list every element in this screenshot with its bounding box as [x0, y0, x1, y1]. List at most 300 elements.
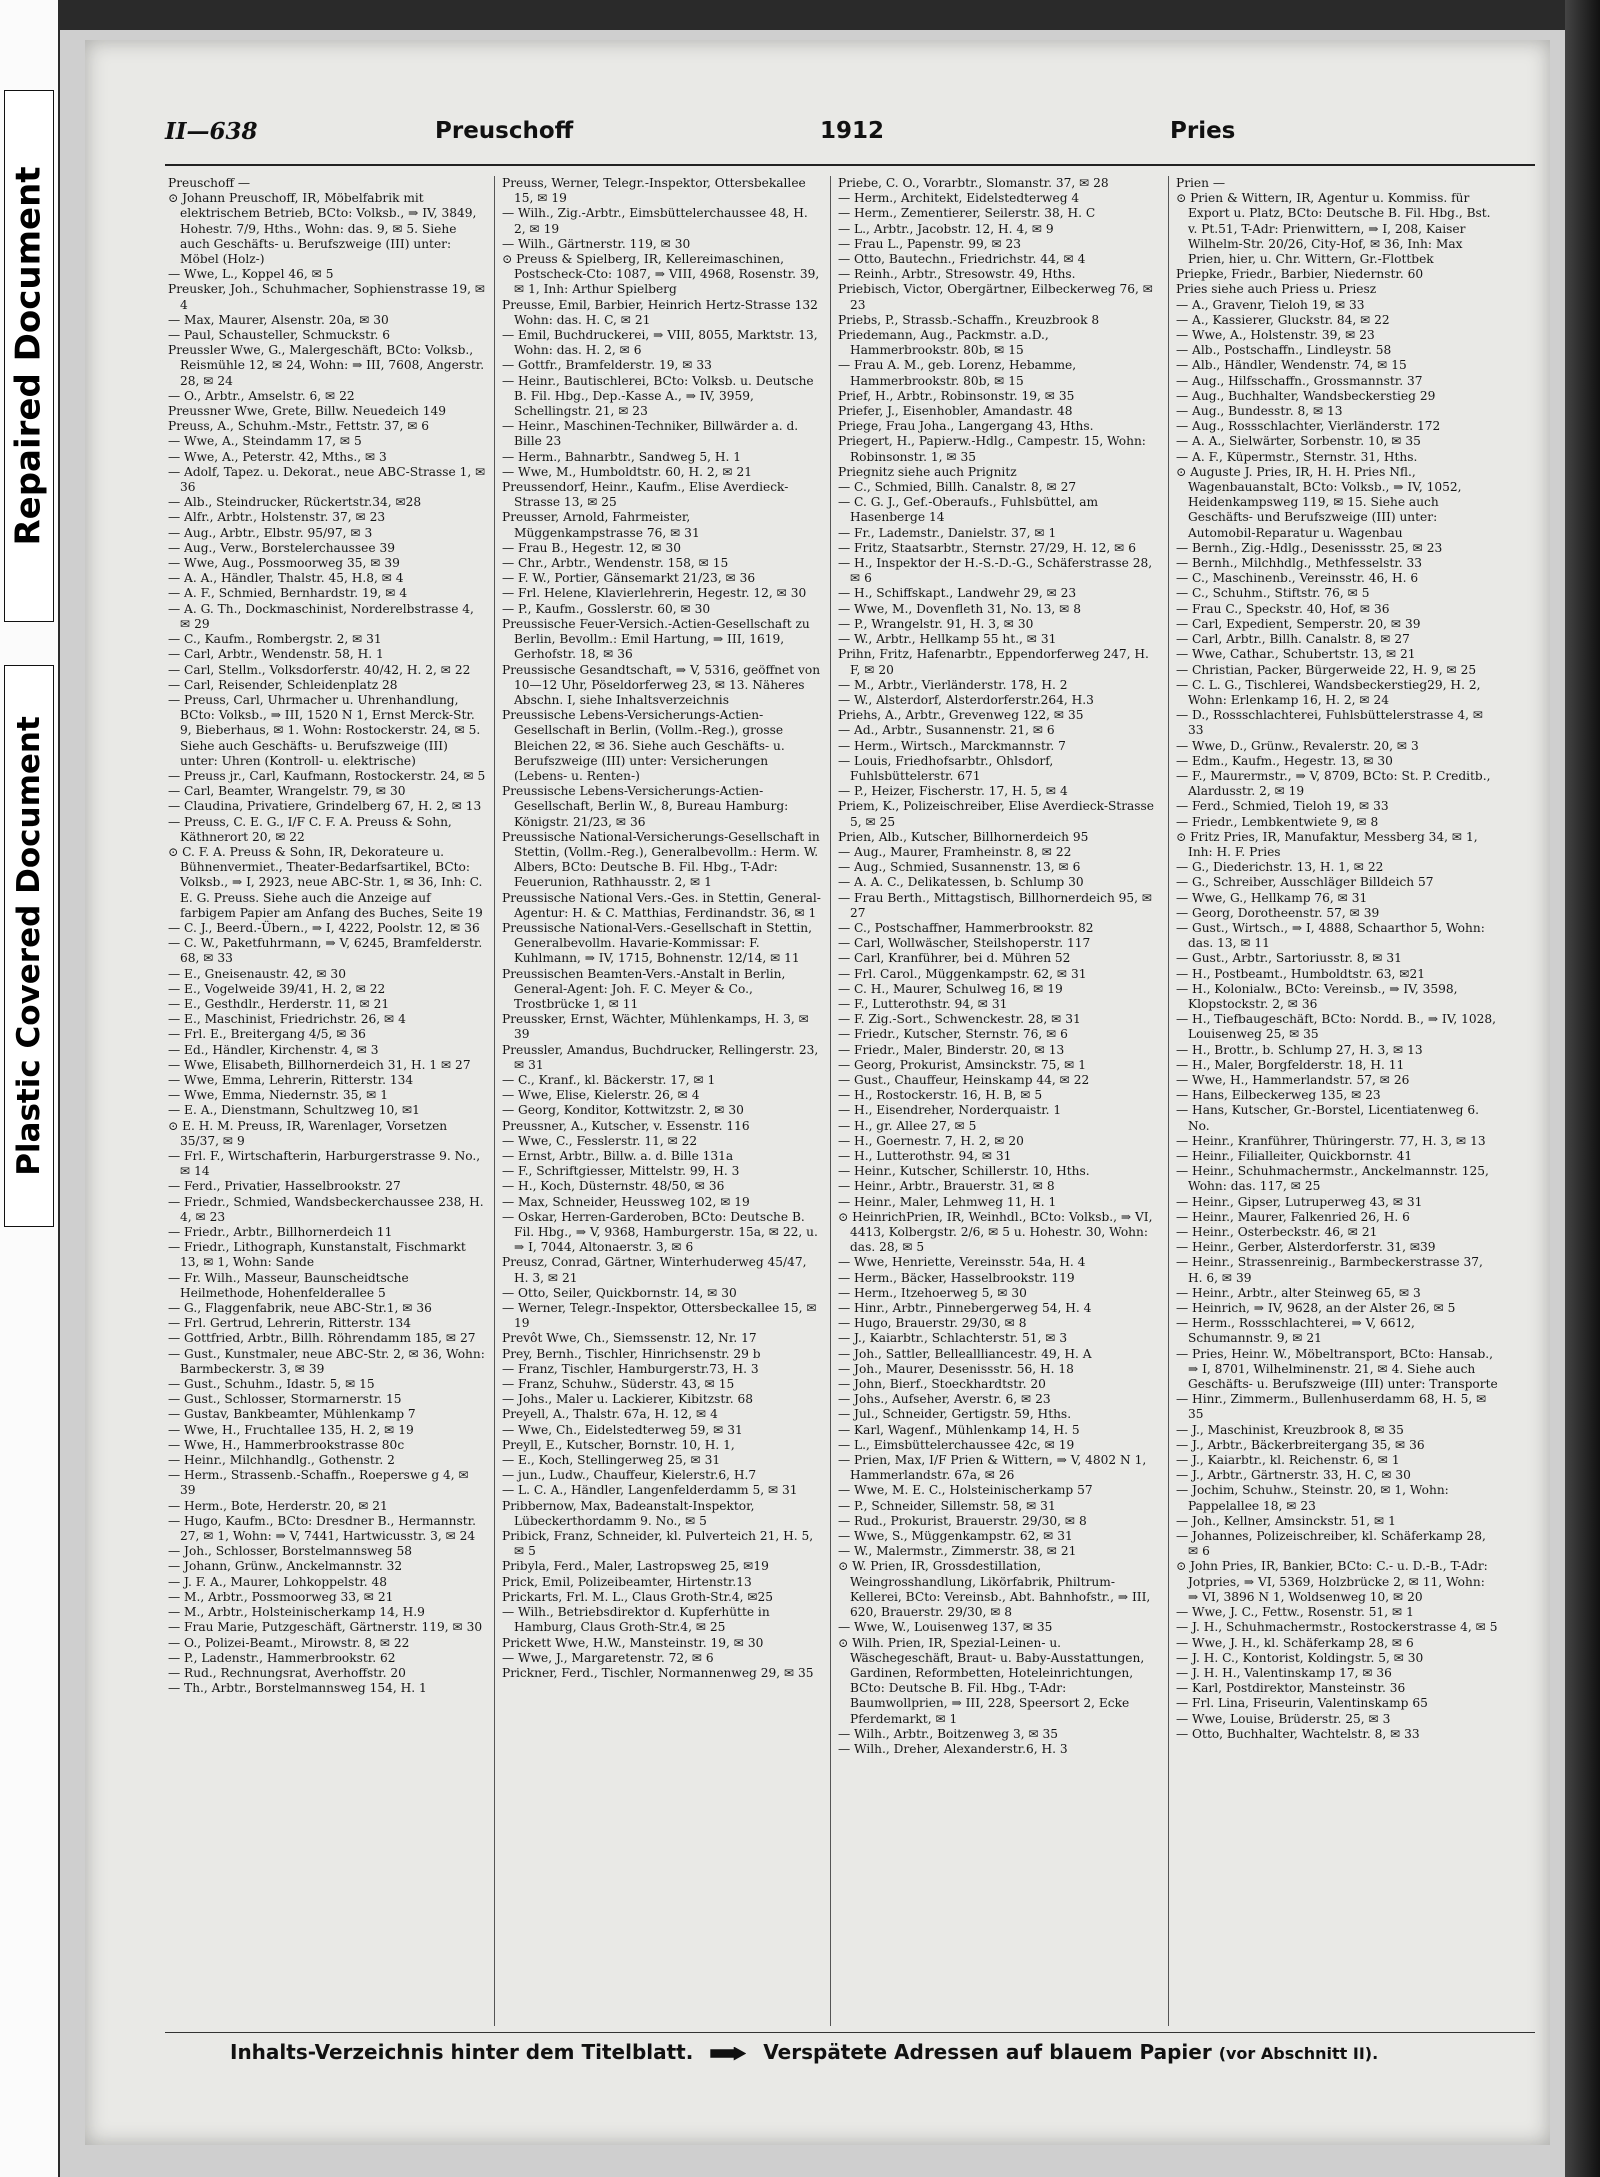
- directory-entry: — Ernst, Arbtr., Billw. a. d. Bille 131a: [502, 1149, 734, 1163]
- directory-entry: — Hugo, Brauerstr. 29/30, ✉ 8: [838, 1316, 1027, 1331]
- directory-entry: — W., Alsterdorf, Alsterdorferstr.264, H.3: [838, 692, 1094, 707]
- directory-entry: — Heinrich, ⇒ IV, 9628, an der Alster 26, ✉ 5: [1176, 1301, 1456, 1316]
- repaired-document-label: Repaired Document: [4, 90, 54, 622]
- directory-entry: — Wwe, H., Hammerbrookstrasse 80c: [168, 1437, 405, 1452]
- directory-entry: — C. G. J., Gef.-Oberaufs., Fuhlsbüttel, am Hasenberge 14: [838, 495, 1099, 525]
- directory-entry: — H., Maler, Borgfelderstr. 18, H. 11: [1176, 1057, 1405, 1072]
- directory-entry: — Jochim, Schuhw., Steinstr. 20, ✉ 1, Wohn: Pappelallee 18, ✉ 23: [1176, 1483, 1449, 1513]
- directory-entry: — L. C. A., Händler, Langenfelderdamm 5, ✉ 31: [502, 1483, 798, 1498]
- directory-entry: — C., Kranf., kl. Bäckerstr. 17, ✉ 1: [502, 1072, 716, 1087]
- directory-entry: — Carl, Wollwäscher, Steilshoperstr. 117: [838, 936, 1091, 951]
- directory-entry: — Ed., Händler, Kirchenstr. 4, ✉ 3: [168, 1042, 379, 1057]
- directory-entry: — Wwe, A., Holstenstr. 39, ✉ 23: [1176, 328, 1375, 343]
- directory-entry: — Aug., Verw., Borstelerchaussee 39: [168, 540, 395, 555]
- directory-entry: — J., Maschinist, Kreuzbrook 8, ✉ 35: [1176, 1422, 1404, 1437]
- directory-entry: — Heinr., Bautischlerei, BCto: Volksb. u. Deutsche B. Fil. Hbg., Dep.-Kasse A., ⇒ IV, 3959, Schellingstr. 21, ✉ 23: [502, 373, 814, 419]
- directory-entry: Prevôt Wwe, Ch., Siemssenstr. 12, Nr. 17: [502, 1331, 757, 1346]
- directory-entry: — L., Eimsbüttelerchaussee 42c, ✉ 19: [838, 1437, 1075, 1452]
- directory-entry: Preussendorf, Heinr., Kaufm., Elise Averdieck-Strasse 13, ✉ 25: [502, 480, 789, 510]
- directory-entry: Preussische National-Vers.-Gesellschaft in Stettin, Generalbevollm. Havarie-Kommissar: F. Kuhlmann, ⇒ IV, 1715, Bohnenstr. 12/14, ✉ 11: [502, 920, 812, 966]
- directory-entry: Priebisch, Victor, Obergärtner, Eilbeckerweg 76, ✉ 23: [838, 282, 1153, 312]
- directory-entry: — F., Lutterothstr. 94, ✉ 31: [838, 996, 1008, 1011]
- directory-entry: ⊙ Fritz Pries, IR, Manufaktur, Messberg 34, ✉ 1, Inh: H. F. Pries: [1176, 829, 1478, 859]
- directory-entry: — Hinr., Zimmerm., Bullenhuserdamm 68, H. 5, ✉ 35: [1176, 1392, 1487, 1422]
- directory-entry: — Gottfried, Arbtr., Billh. Röhrendamm 185, ✉ 27: [168, 1331, 476, 1346]
- directory-entry: — Alb., Händler, Wendenstr. 74, ✉ 15: [1176, 358, 1407, 373]
- directory-entry: — Christian, Packer, Bürgerweide 22, H. 9, ✉ 25: [1176, 662, 1477, 677]
- directory-entry: — M., Arbtr., Vierländerstr. 178, H. 2: [838, 677, 1068, 692]
- directory-entry: — Oskar, Herren-Garderoben, BCto: Deutsche B. Fil. Hbg., ⇒ V, 9368, Hamburgerstr. 15a, ✉ 22, u. ⇒ I, 7044, Altonaerstr. 3, ✉ 6: [502, 1209, 818, 1255]
- directory-entry: — Gust., Schuhm., Idastr. 5, ✉ 15: [168, 1377, 375, 1392]
- directory-entry: — Herm., Bote, Herderstr. 20, ✉ 21: [168, 1498, 388, 1513]
- directory-entry: — A., Gravenr, Tieloh 19, ✉ 33: [1176, 297, 1365, 312]
- directory-entry: — Frau A. M., geb. Lorenz, Hebamme, Hammerbrookstr. 80b, ✉ 15: [838, 358, 1077, 388]
- directory-entry: — Wwe, M., Humboldtstr. 60, H. 2, ✉ 21: [502, 464, 752, 479]
- directory-entry: — H., Postbeamt., Humboldtstr. 63, ✉21: [1176, 966, 1425, 981]
- column-2: [502, 176, 822, 2028]
- directory-entry: — J. H., Schuhmachermstr., Rostockerstrasse 4, ✉ 5: [1176, 1620, 1498, 1635]
- directory-entry: Priegert, H., Papierw.-Hdlg., Campestr. 15, Wohn: Robinsonstr. 1, ✉ 35: [838, 434, 1146, 464]
- directory-entry: — Carl, Arbtr., Billh. Canalstr. 8, ✉ 27: [1176, 632, 1410, 647]
- directory-entry: — Carl, Stellm., Volksdorferstr. 40/42, H. 2, ✉ 22: [168, 662, 471, 677]
- directory-entry: — Herm., Bäcker, Hasselbrookstr. 119: [838, 1270, 1075, 1285]
- directory-entry: — E., Maschinist, Friedrichstr. 26, ✉ 4: [168, 1012, 406, 1027]
- directory-entry: — Frau L., Papenstr. 99, ✉ 23: [838, 236, 1022, 251]
- directory-entry: — P., Wrangelstr. 91, H. 3, ✉ 30: [838, 616, 1034, 631]
- directory-entry: — Wwe, J., Margaretenstr. 72, ✉ 6: [502, 1650, 714, 1665]
- directory-entry: — Ad., Arbtr., Susannenstr. 21, ✉ 6: [838, 723, 1055, 738]
- directory-entry: Preussner Wwe, Grete, Billw. Neuedeich 149: [168, 404, 446, 419]
- directory-entry: — Wwe, Louise, Brüderstr. 25, ✉ 3: [1176, 1711, 1391, 1726]
- directory-entry: — Frl. Carol., Müggenkampstr. 62, ✉ 31: [838, 966, 1087, 981]
- directory-entry: — A. F., Küpermstr., Sternstr. 31, Hths.: [1176, 449, 1418, 464]
- footer-late-addresses-note: Verspätete Adressen auf blauem Papier: [763, 2040, 1212, 2064]
- directory-entry: Preyll, E., Kutscher, Bornstr. 10, H. 1,: [502, 1437, 735, 1452]
- directory-entry: Preussische Gesandtschaft, ⇒ V, 5316, geöffnet von 10—12 Uhr, Pöseldorferweg 23, ✉ 13. Näheres Abschn. I, siehe Inhaltsverzeichnis: [502, 662, 821, 707]
- directory-entry: — Wwe, Emma, Lehrerin, Ritterstr. 134: [168, 1072, 414, 1087]
- directory-entry: Prickett Wwe, H.W., Mansteinstr. 19, ✉ 30: [502, 1635, 764, 1650]
- directory-entry: — Otto, Seiler, Quickbornstr. 14, ✉ 30: [502, 1285, 737, 1300]
- directory-entry: — H., Kolonialw., BCto: Vereinsb., ⇒ IV, 3598, Klopstockstr. 2, ✉ 36: [1176, 981, 1458, 1011]
- directory-entry: — Wwe, M., Dovenfleth 31, No. 13, ✉ 8: [838, 601, 1081, 616]
- directory-entry: Priebe, C. O., Vorarbtr., Slomanstr. 37, ✉ 28: [838, 176, 1109, 190]
- directory-entry: — Carl, Kranführer, bei d. Mühren 52: [838, 951, 1071, 966]
- directory-entry: — Gust., Wirtsch., ⇒ I, 4888, Schaarthor 5, Wohn: das. 13, ✉ 11: [1176, 920, 1485, 951]
- directory-entry: — Ferd., Schmied, Tieloh 19, ✉ 33: [1176, 799, 1389, 814]
- directory-entry: — Werner, Telegr.-Inspektor, Ottersbeckallee 15, ✉ 19: [502, 1301, 817, 1331]
- directory-entry: — Wwe, S., Müggenkampstr. 62, ✉ 31: [838, 1529, 1073, 1544]
- directory-entry: — Gust., Arbtr., Sartoriusstr. 8, ✉ 31: [1176, 951, 1402, 966]
- directory-entry: Prickarts, Frl. M. L., Claus Groth-Str.4, ✉25: [502, 1589, 774, 1604]
- directory-entry: Prick, Emil, Polizeibeamter, Hirtenstr.13: [502, 1574, 752, 1589]
- directory-entry: — Paul, Schausteller, Schmuckstr. 6: [168, 328, 391, 343]
- directory-entry: — Pries, Heinr. W., Möbeltransport, BCto: Hansab., ⇒ I, 8701, Wilhelminenstr. 21, ✉ 4. Siehe auch Geschäfts- u. Berufszweige (III) unter: Transporte: [1176, 1346, 1498, 1392]
- directory-entry: — Wwe, Ch., Eidelstedterweg 59, ✉ 31: [502, 1422, 743, 1437]
- directory-entry: Pribick, Franz, Schneider, kl. Pulverteich 21, H. 5, ✉ 5: [502, 1529, 814, 1559]
- directory-entry: — Frau B., Hegestr. 12, ✉ 30: [502, 540, 682, 555]
- directory-entry: — O., Arbtr., Amselstr. 6, ✉ 22: [168, 388, 355, 403]
- directory-entry: — Wwe, D., Grünw., Revalerstr. 20, ✉ 3: [1176, 738, 1419, 753]
- directory-entry: — Hans, Kutscher, Gr.-Borstel, Licentiatenweg 6. No.: [1176, 1103, 1479, 1133]
- directory-entry: — Fr. Wilh., Masseur, Baunscheidtsche Heilmethode, Hohenfelderallee 5: [168, 1270, 409, 1300]
- directory-entry: — A. A. C., Delikatessen, b. Schlump 30: [838, 875, 1084, 890]
- directory-entry: — Wilh., Arbtr., Boitzenweg 3, ✉ 35: [838, 1726, 1059, 1741]
- directory-entry: Preyell, A., Thalstr. 67a, H. 12, ✉ 4: [502, 1407, 718, 1422]
- directory-entry: — H., Koch, Düsternstr. 48/50, ✉ 36: [502, 1179, 725, 1194]
- column-4: [1176, 176, 1498, 2028]
- directory-entry: — Heinr., Maschinen-Techniker, Billwärder a. d. Bille 23: [502, 419, 799, 449]
- header-year: 1912: [820, 118, 885, 144]
- directory-entry: — E. A., Dienstmann, Schultzweg 10, ✉1: [168, 1103, 420, 1118]
- header-first-entry: Preuschoff: [435, 118, 574, 144]
- directory-entry: Preussische National-Versicherungs-Gesellschaft in Stettin, (Vollm.-Reg.), Generalbevollm.: Herm. W. Albers, BCto: Deutsche B. Fil. Hbg., T-Adr: Feuerunion, Rathhausstr. 2, ✉ 1: [502, 829, 820, 890]
- directory-entry: — Emil, Buchdruckerei, ⇒ VIII, 8055, Marktstr. 13, Wohn: das. H. 2, ✉ 6: [502, 328, 818, 358]
- directory-entry: — Wilh., Zig.-Arbtr., Eimsbüttelerchaussee 48, H. 2, ✉ 19: [502, 206, 808, 236]
- plastic-covered-document-label: Plastic Covered Document: [4, 665, 54, 1227]
- directory-entry: — Georg, Prokurist, Amsinckstr. 75, ✉ 1: [838, 1057, 1086, 1072]
- page-header: [165, 118, 1525, 160]
- directory-entry: — D., Rossschlachterei, Fuhlsbüttelerstrasse 4, ✉ 33: [1176, 708, 1484, 738]
- directory-entry: — Frau C., Speckstr. 40, Hof, ✉ 36: [1176, 601, 1390, 616]
- directory-entry: — A. F., Schmied, Bernhardstr. 19, ✉ 4: [168, 586, 408, 601]
- directory-entry: — Karl, Wagenf., Mühlenkamp 14, H. 5: [838, 1422, 1080, 1437]
- directory-entry: — Aug., Schmied, Susannenstr. 13, ✉ 6: [838, 860, 1081, 875]
- directory-entry: Preussker, Ernst, Wächter, Mühlenkamps, H. 3, ✉ 39: [502, 1012, 809, 1042]
- directory-entry: Preuss, A., Schuhm.-Mstr., Fettstr. 37, ✉ 6: [168, 419, 430, 434]
- directory-entry: Prief, H., Arbtr., Robinsonstr. 19, ✉ 35: [838, 388, 1075, 403]
- directory-entry: — Preuss, Carl, Uhrmacher u. Uhrenhandlung, BCto: Volksb., ⇒ III, 1520 N 1, Ernst Merck-Str. 9, Bieberhaus, ✉ 1. Wohn: Rostockerstr. 24, ✉ 5. Siehe auch Geschäfts- u. Berufszweige (III) unter: Uhren (Kontroll- u. elektrische): [168, 692, 481, 768]
- directory-entry: — Wilh., Betriebsdirektor d. Kupferhütte in Hamburg, Claus Groth-Str.4, ✉ 25: [502, 1605, 770, 1635]
- directory-entry: — C., Schmied, Billh. Canalstr. 8, ✉ 27: [838, 480, 1077, 495]
- directory-entry: Priefer, J., Eisenhobler, Amandastr. 48: [838, 404, 1073, 419]
- directory-entry: — C. L. G., Tischlerei, Wandsbeckerstieg29, H. 2, Wohn: Erlenkamp 16, H. 2, ✉ 24: [1176, 677, 1481, 707]
- page-footer: [230, 2040, 1378, 2064]
- directory-entry: Preuschoff —: [168, 176, 251, 190]
- directory-entry: — Frl. E., Breitergang 4/5, ✉ 36: [168, 1027, 366, 1042]
- directory-entry: — Heinr., Filialleiter, Quickbornstr. 41: [1176, 1149, 1413, 1163]
- directory-entry: — Wwe, G., Hellkamp 76, ✉ 31: [1176, 890, 1368, 905]
- directory-entry: — H., Eisendreher, Norderquaistr. 1: [838, 1103, 1062, 1118]
- directory-entry: — Heinr., Kranführer, Thüringerstr. 77, H. 3, ✉ 13: [1176, 1133, 1486, 1148]
- directory-entry: ⊙ HeinrichPrien, IR, Weinhdl., BCto: Volksb., ⇒ VI, 4413, Kolbergstr. 2/6, ✉ 5 u. Hohestr. 30, Wohn: das. 28, ✉ 5: [838, 1209, 1153, 1255]
- directory-entry: — Frl. Lina, Friseurin, Valentinskamp 65: [1176, 1696, 1428, 1711]
- directory-entry: — H., gr. Allee 27, ✉ 5: [838, 1118, 977, 1133]
- directory-entry: — C. H., Maurer, Schulweg 16, ✉ 19: [838, 981, 1063, 996]
- directory-entry: Preussner, A., Kutscher, v. Essenstr. 116: [502, 1118, 750, 1133]
- directory-entry: — C., Maschinenb., Vereinsstr. 46, H. 6: [1176, 571, 1419, 586]
- directory-entry: — E., Vogelweide 39/41, H. 2, ✉ 22: [168, 981, 386, 996]
- directory-entry: Prey, Bernh., Tischler, Hinrichsenstr. 29 b: [502, 1346, 761, 1361]
- directory-entry: — Alb., Steindrucker, Rückertstr.34, ✉28: [168, 495, 422, 510]
- header-rule: [165, 164, 1535, 166]
- directory-entry: — Frl. F., Wirtschafterin, Harburgerstrasse 9. No., ✉ 14: [168, 1149, 481, 1179]
- directory-entry: — H., Schiffskapt., Landwehr 29, ✉ 23: [838, 586, 1077, 601]
- directory-entry: — Friedr., Schmied, Wandsbeckerchaussee 238, H. 4, ✉ 23: [168, 1194, 484, 1224]
- directory-entry: — John, Bierf., Stoeckhardtstr. 20: [838, 1377, 1046, 1392]
- directory-entry: Preusse, Emil, Barbier, Heinrich Hertz-Strasse 132 Wohn: das. H. C, ✉ 21: [502, 297, 818, 327]
- directory-entry: Preussler, Amandus, Buchdrucker, Rellingerstr. 23, ✉ 31: [502, 1042, 819, 1072]
- directory-entry: — Claudina, Privatiere, Grindelberg 67, H. 2, ✉ 13: [168, 799, 482, 814]
- directory-entry: — Carl, Arbtr., Wendenstr. 58, H. 1: [168, 647, 384, 662]
- directory-entry: Priege, Frau Joha., Langergang 43, Hths.: [838, 419, 1094, 434]
- directory-entry: — Wwe, Cathar., Schubertstr. 13, ✉ 21: [1176, 647, 1416, 662]
- directory-entry: — Wwe, Elisabeth, Billhornerdeich 31, H. 1 ✉ 27: [168, 1057, 471, 1072]
- directory-entry: — M., Arbtr., Holsteinischerkamp 14, H.9: [168, 1605, 425, 1620]
- directory-entry: — Herm., Itzehoerweg 5, ✉ 30: [838, 1285, 1027, 1300]
- directory-entry: — Johs., Aufseher, Averstr. 6, ✉ 23: [838, 1392, 1051, 1407]
- directory-entry: — Friedr., Maler, Binderstr. 20, ✉ 13: [838, 1042, 1065, 1057]
- directory-entry: — Wwe, J. H., kl. Schäferkamp 28, ✉ 6: [1176, 1635, 1414, 1650]
- directory-entry: — Friedr., Lithograph, Kunstanstalt, Fischmarkt 13, ✉ 1, Wohn: Sande: [168, 1240, 466, 1270]
- directory-entry: — C., Kaufm., Rombergstr. 2, ✉ 31: [168, 632, 382, 647]
- directory-entry: — Carl, Reisender, Schleidenplatz 28: [168, 677, 398, 692]
- directory-entry: — Joh., Kellner, Amsinckstr. 51, ✉ 1: [1176, 1513, 1396, 1528]
- directory-entry: — H., Rostockerstr. 16, H. B, ✉ 5: [838, 1088, 1043, 1103]
- directory-entry: ⊙ Preuss & Spielberg, IR, Kellereimaschinen, Postscheck-Cto: 1087, ⇒ VIII, 4968, Rosenstr. 39, ✉ 1, Inh: Arthur Spielberg: [502, 252, 820, 297]
- directory-entry: — Herm., Rossschlachterei, ⇒ V, 6612, Schumannstr. 9, ✉ 21: [1176, 1316, 1415, 1346]
- directory-entry: — Joh., Schlosser, Borstelmannsweg 58: [168, 1544, 412, 1559]
- directory-entry: — Johannes, Polizeischreiber, kl. Schäferkamp 28, ✉ 6: [1176, 1529, 1486, 1559]
- directory-entry: — H., Inspektor der H.-S.-D.-G., Schäferstrasse 28, ✉ 6: [838, 556, 1153, 586]
- directory-entry: Prien —: [1176, 176, 1226, 190]
- directory-entry: — Aug., Bundesstr. 8, ✉ 13: [1176, 404, 1343, 419]
- directory-entry: ⊙ Prien & Wittern, IR, Agentur u. Kommiss. für Export u. Platz, BCto: Deutsche B. Fil. Hbg., Bst. v. Pt.51, T-Adr: Prienwittern, ⇒ I, 208, Kaiser Wilhelm-Str. 20/26, City-Hof, ✉ 36, Inh: Max Prien, hier, u. Chr. Wittern, Gr.-Flottbek: [1176, 191, 1491, 267]
- directory-entry: — Gust., Schlosser, Stormarnerstr. 15: [168, 1392, 402, 1407]
- directory-entry: Priegnitz siehe auch Prignitz: [838, 464, 1017, 479]
- directory-entry: — Wilh., Gärtnerstr. 119, ✉ 30: [502, 236, 691, 251]
- directory-entry: — Otto, Buchhalter, Wachtelstr. 8, ✉ 33: [1176, 1726, 1420, 1741]
- directory-entry: — Aug., Rossschlachter, Vierländerstr. 172: [1176, 419, 1441, 434]
- directory-entry: — Gust., Kunstmaler, neue ABC-Str. 2, ✉ 36, Wohn: Barmbeckerstr. 3, ✉ 39: [168, 1346, 485, 1376]
- directory-entry: — Franz, Tischler, Hamburgerstr.73, H. 3: [502, 1361, 759, 1376]
- directory-entry: — Wwe, Henriette, Vereinsstr. 54a, H. 4: [838, 1255, 1086, 1270]
- directory-entry: Preussische Feuer-Versich.-Actien-Gesellschaft zu Berlin, Bevollm.: Emil Hartung, ⇒ III, 1619, Gerhofstr. 18, ✉ 36: [502, 616, 810, 662]
- directory-entry: Preusser, Arnold, Fahrmeister, Müggenkampstrasse 76, ✉ 31: [502, 510, 700, 540]
- directory-entry: — Wwe, A., Peterstr. 42, Mths., ✉ 3: [168, 449, 387, 464]
- directory-entry: — O., Polizei-Beamt., Mirowstr. 8, ✉ 22: [168, 1635, 410, 1650]
- footer-rule: [165, 2032, 1535, 2033]
- directory-entry: — Alfr., Arbtr., Holstenstr. 37, ✉ 23: [168, 510, 386, 525]
- directory-entry: — A. A., Händler, Thalstr. 45, H.8, ✉ 4: [168, 571, 404, 586]
- directory-entry: — Prien, Max, I/F Prien & Wittern, ⇒ V, 4802 N 1, Hammerlandstr. 67a, ✉ 26: [838, 1453, 1147, 1483]
- directory-entry: — Heinr., Milchhandlg., Gothenstr. 2: [168, 1453, 395, 1468]
- directory-entry: — Bernh., Milchhdlg., Methfesselstr. 33: [1176, 556, 1422, 571]
- directory-entry: — Gottfr., Bramfelderstr. 19, ✉ 33: [502, 358, 712, 373]
- directory-entry: — C. W., Paketfuhrmann, ⇒ V, 6245, Bramfelderstr. 68, ✉ 33: [168, 936, 483, 966]
- directory-entry: — Reinh., Arbtr., Stresowstr. 49, Hths.: [838, 267, 1076, 282]
- directory-entry: — M., Arbtr., Possmoorweg 33, ✉ 21: [168, 1589, 394, 1604]
- directory-entry: — C., Schuhm., Stiftstr. 76, ✉ 5: [1176, 586, 1370, 601]
- directory-entry: — Carl, Expedient, Semperstr. 20, ✉ 39: [1176, 616, 1421, 631]
- directory-entry: Preuss, Werner, Telegr.-Inspektor, Ottersbekallee 15, ✉ 19: [502, 176, 806, 206]
- directory-entry: — P., Ladenstr., Hammerbrookstr. 62: [168, 1650, 396, 1665]
- directory-entry: — F. Zig.-Sort., Schwenckestr. 28, ✉ 31: [838, 1012, 1081, 1027]
- footer-index-note: Inhalts-Verzeichnis hinter dem Titelblatt.: [230, 2040, 694, 2064]
- directory-entry: — Friedr., Kutscher, Sternstr. 76, ✉ 6: [838, 1027, 1068, 1042]
- directory-entry: — Herm., Strassenb.-Schaffn., Roeperswe g 4, ✉ 39: [168, 1468, 469, 1498]
- directory-entry: ⊙ Wilh. Prien, IR, Spezial-Leinen- u. Wäschegeschäft, Braut- u. Baby-Ausstattungen, Gardinen, Reformbetten, Hoteleinrichtungen, BCto: Deutsche B. Fil. Hbg., T-Adr: Baumwollprien, ⇒ III, 228, Speersort 2, Ecke Pferdemarkt, ✉ 1: [838, 1635, 1145, 1726]
- directory-entry: — Frl. Helene, Klavierlehrerin, Hegestr. 12, ✉ 30: [502, 586, 807, 601]
- directory-entry: — H., Brottr., b. Schlump 27, H. 3, ✉ 13: [1176, 1042, 1423, 1057]
- directory-entry: — Joh., Maurer, Desenissstr. 56, H. 18: [838, 1361, 1074, 1376]
- directory-entry: — Franz, Schuhw., Süderstr. 43, ✉ 15: [502, 1377, 735, 1392]
- directory-entry: — Fritz, Staatsarbtr., Sternstr. 27/29, H. 12, ✉ 6: [838, 540, 1137, 555]
- directory-entry: — Wwe, J. C., Fettw., Rosenstr. 51, ✉ 1: [1176, 1605, 1414, 1620]
- directory-entry: — jun., Ludw., Chauffeur, Kielerstr.6, H.7: [502, 1468, 757, 1483]
- directory-entry: ⊙ Johann Preuschoff, IR, Möbelfabrik mit elektrischem Betrieb, BCto: Volksb., ⇒ IV, 3849, Hohestr. 7/9, Hths., Wohn: das. 9, ✉ 5. Siehe auch Geschäfts- u. Berufszweige (III) unter: Möbel (Holz-): [168, 191, 477, 267]
- footer-section-note: (vor Abschnitt II).: [1218, 2044, 1379, 2063]
- directory-entry: — Chr., Arbtr., Wendenstr. 158, ✉ 15: [502, 556, 729, 571]
- directory-entry: — Heinr., Arbtr., Brauerstr. 31, ✉ 8: [838, 1179, 1055, 1194]
- directory-entry: — Herm., Zementierer, Seilerstr. 38, H. C: [838, 206, 1096, 221]
- directory-entry: — Gustav, Bankbeamter, Mühlenkamp 7: [168, 1407, 416, 1422]
- directory-entry: Priehs, A., Arbtr., Grevenweg 122, ✉ 35: [838, 708, 1084, 723]
- directory-entry: Pries siehe auch Priess u. Priesz: [1176, 282, 1377, 297]
- directory-entry: — A. A., Sielwärter, Sorbenstr. 10, ✉ 35: [1176, 434, 1421, 449]
- directory-entry: — Ferd., Privatier, Hasselbrookstr. 27: [168, 1179, 401, 1194]
- directory-entry: — E., Gneisenaustr. 42, ✉ 30: [168, 966, 346, 981]
- directory-entry: — A. G. Th., Dockmaschinist, Norderelbstrasse 4, ✉ 29: [168, 601, 474, 631]
- directory-entry: — P., Heizer, Fischerstr. 17, H. 5, ✉ 4: [838, 784, 1068, 799]
- directory-entry: — Th., Arbtr., Borstelmannsweg 154, H. 1: [168, 1681, 427, 1696]
- directory-entry: — Aug., Hilfsschaffn., Grossmannstr. 37: [1176, 373, 1423, 388]
- directory-entry: — Heinr., Arbtr., alter Steinweg 65, ✉ 3: [1176, 1285, 1421, 1300]
- directory-entry: — Adolf, Tapez. u. Dekorat., neue ABC-Strasse 1, ✉ 36: [168, 464, 486, 495]
- directory-entry: ⊙ C. F. A. Preuss & Sohn, IR, Dekorateure u. Bühnenvermiet., Theater-Bedarfsartikel, BCto: Volksb., ⇒ I, 2923, neue ABC-Str. 1, ✉ 36, Inh: C. E. G. Preuss. Siehe auch die Anzeige auf farbigem Papier am Anfang des Buches, Seite 19: [168, 844, 483, 920]
- directory-entry: — Preuss jr., Carl, Kaufmann, Rostockerstr. 24, ✉ 5: [168, 768, 486, 783]
- directory-entry: — Herm., Architekt, Eidelstedterweg 4: [838, 191, 1080, 206]
- column-3: [838, 176, 1160, 2028]
- directory-entry: — Hans, Eilbeckerweg 135, ✉ 23: [1176, 1088, 1381, 1103]
- directory-entry: — Wwe, A., Steindamm 17, ✉ 5: [168, 434, 362, 449]
- directory-entry: Preusz, Conrad, Gärtner, Winterhuderweg 45/47, H. 3, ✉ 21: [502, 1255, 807, 1285]
- directory-entry: — G., Diederichstr. 13, H. 1, ✉ 22: [1176, 860, 1384, 875]
- directory-entry: — H., Goernestr. 7, H. 2, ✉ 20: [838, 1133, 1024, 1148]
- directory-entry: — Frau Berth., Mittagstisch, Billhornerdeich 95, ✉ 27: [838, 890, 1153, 920]
- directory-entry: — Wwe, H., Hammerlandstr. 57, ✉ 26: [1176, 1072, 1410, 1087]
- directory-entry: — Friedr., Arbtr., Billhornerdeich 11: [168, 1225, 393, 1240]
- directory-entry: — P., Kaufm., Gosslerstr. 60, ✉ 30: [502, 601, 711, 616]
- directory-entry: — Herm., Bahnarbtr., Sandweg 5, H. 1: [502, 449, 741, 464]
- directory-entry: — W., Malermstr., Zimmerstr. 38, ✉ 21: [838, 1544, 1077, 1559]
- directory-entry: — C. J., Beerd.-Übern., ⇒ I, 4222, Poolstr. 12, ✉ 36: [168, 920, 480, 935]
- directory-entry: — Max, Maurer, Alsenstr. 20a, ✉ 30: [168, 312, 389, 327]
- directory-entry: — J., Kaiarbtr., Schlachterstr. 51, ✉ 3: [838, 1331, 1068, 1346]
- directory-entry: — G., Schreiber, Ausschläger Billdeich 57: [1176, 875, 1434, 890]
- directory-entry: — Karl, Postdirektor, Mansteinstr. 36: [1176, 1681, 1406, 1696]
- directory-entry: — C., Postschaffner, Hammerbrookstr. 82: [838, 920, 1094, 935]
- directory-entry: — Hinr., Arbtr., Pinnebergerweg 54, H. 4: [838, 1301, 1092, 1316]
- directory-entry: — Jul., Schneider, Gertigstr. 59, Hths.: [838, 1407, 1072, 1422]
- directory-entry: — F., Schriftgiesser, Mittelstr. 99, H. 3: [502, 1164, 740, 1179]
- directory-entry: — Wwe, M. E. C., Holsteinischerkamp 57: [838, 1483, 1093, 1498]
- directory-entry: — Aug., Maurer, Framheinstr. 8, ✉ 22: [838, 844, 1072, 859]
- directory-entry: — Friedr., Lembkentwiete 9, ✉ 8: [1176, 814, 1379, 829]
- directory-entry: Priepke, Friedr., Barbier, Niedernstr. 60: [1176, 267, 1424, 282]
- directory-entry: Priem, K., Polizeischreiber, Elise Averdieck-Strasse 5, ✉ 25: [838, 799, 1155, 829]
- directory-entry: — Wwe, C., Fesslerstr. 11, ✉ 22: [502, 1133, 698, 1148]
- directory-entry: — Wwe, Emma, Niedernstr. 35, ✉ 1: [168, 1088, 388, 1103]
- directory-entry: Preusker, Joh., Schuhmacher, Sophienstrasse 19, ✉ 4: [168, 282, 486, 312]
- directory-entry: — Heinr., Maler, Lehmweg 11, H. 1: [838, 1194, 1057, 1209]
- directory-entry: Preussische Lebens-Versicherungs-Actien-Gesellschaft in Berlin, (Vollm.-Reg.), grosse Bleichen 22, ✉ 36. Siehe auch Geschäfts- u. Berufszweige (III) unter: Versicherungen (Lebens- u. Renten-): [502, 708, 785, 783]
- directory-entry: — E., Gesthdlr., Herderstr. 11, ✉ 21: [168, 996, 390, 1011]
- directory-entry: — Max, Schneider, Heussweg 102, ✉ 19: [502, 1194, 750, 1209]
- directory-entry: — Rud., Prokurist, Brauerstr. 29/30, ✉ 8: [838, 1513, 1087, 1528]
- directory-entry: Preussischen Beamten-Vers.-Anstalt in Berlin, General-Agent: Joh. F. C. Meyer & Co., Trostbrücke 1, ✉ 11: [502, 966, 786, 1011]
- pointing-hand-icon: [710, 2047, 746, 2061]
- directory-entry: — Hugo, Kaufm., BCto: Dresdner B., Hermannstr. 27, ✉ 1, Wohn: ⇒ V, 7441, Hartwicusstr. 3, ✉ 24: [168, 1513, 476, 1544]
- directory-entry: Preussische Lebens-Versicherungs-Actien-Gesellschaft, Berlin W., 8, Bureau Hamburg: Königstr. 21/23, ✉ 36: [502, 784, 789, 829]
- directory-entry: — Johs., Maler u. Lackierer, Kibitzstr. 68: [502, 1392, 754, 1407]
- directory-entry: — Johann, Grünw., Anckelmannstr. 32: [168, 1559, 403, 1574]
- directory-entry: — F. W., Portier, Gänsemarkt 21/23, ✉ 36: [502, 571, 756, 586]
- directory-entry: — Heinr., Maurer, Falkenried 26, H. 6: [1176, 1209, 1410, 1224]
- directory-entry: — G., Flaggenfabrik, neue ABC-Str.1, ✉ 36: [168, 1301, 432, 1316]
- directory-entry: — Frau Marie, Putzgeschäft, Gärtnerstr. 119, ✉ 30: [168, 1620, 483, 1635]
- directory-entry: — Bernh., Zig.-Hdlg., Desenissstr. 25, ✉ 23: [1176, 540, 1443, 555]
- directory-entry: — J., Arbtr., Bäckerbreitergang 35, ✉ 36: [1176, 1437, 1425, 1452]
- directory-entry: — Heinr., Schuhmachermstr., Anckelmannstr. 125, Wohn: das. 117, ✉ 25: [1176, 1164, 1489, 1194]
- directory-entry: ⊙ E. H. M. Preuss, IR, Warenlager, Vorsetzen 35/37, ✉ 9: [168, 1118, 448, 1148]
- directory-entry: — Fr., Lademstr., Danielstr. 37, ✉ 1: [838, 525, 1057, 540]
- directory-entry: — J., Kaiarbtr., kl. Reichenstr. 6, ✉ 1: [1176, 1453, 1400, 1468]
- directory-entry: — Wilh., Dreher, Alexanderstr.6, H. 3: [838, 1741, 1068, 1756]
- directory-entry: ⊙ John Pries, IR, Bankier, BCto: C.- u. D.-B., T-Adr: Jotpries, ⇒ VI, 5369, Holzbrücke 2, ✉ 11, Wohn: ⇒ VI, 3896 N 1, Woldsenweg 10, ✉ 20: [1176, 1559, 1488, 1604]
- directory-entry: — W., Arbtr., Hellkamp 55 ht., ✉ 31: [838, 632, 1057, 647]
- directory-entry: — J. H. C., Kontorist, Koldingstr. 5, ✉ 30: [1176, 1650, 1424, 1665]
- directory-entry: — Preuss, C. E. G., I/F C. F. A. Preuss & Sohn, Käthnerort 20, ✉ 22: [168, 814, 452, 844]
- directory-entry: — Aug., Arbtr., Elbstr. 95/97, ✉ 3: [168, 525, 373, 540]
- column-divider: [830, 176, 831, 2026]
- directory-entry: — H., Lutterothstr. 94, ✉ 31: [838, 1149, 1012, 1163]
- directory-entry: — Heinr., Osterbeckstr. 46, ✉ 21: [1176, 1225, 1378, 1240]
- directory-entry: — Heinr., Gipser, Lutruperweg 43, ✉ 31: [1176, 1194, 1423, 1209]
- directory-entry: — Herm., Wirtsch., Marckmannstr. 7: [838, 738, 1066, 753]
- directory-entry: — Otto, Bautechn., Friedrichstr. 44, ✉ 4: [838, 252, 1086, 267]
- page-number: II—638: [165, 118, 258, 145]
- directory-entry: — Alb., Postschaffn., Lindleystr. 58: [1176, 343, 1392, 358]
- directory-entry: — Wwe, Elise, Kielerstr. 26, ✉ 4: [502, 1088, 700, 1103]
- directory-entry: — Rud., Rechnungsrat, Averhoffstr. 20: [168, 1665, 406, 1680]
- directory-entry: Prihn, Fritz, Hafenarbtr., Eppendorferweg 247, H. F, ✉ 20: [838, 647, 1149, 677]
- directory-entry: — Wwe, Aug., Possmoorweg 35, ✉ 39: [168, 556, 400, 571]
- directory-entry: — Heinr., Kutscher, Schillerstr. 10, Hths.: [838, 1164, 1090, 1179]
- directory-entry: — H., Tiefbaugeschäft, BCto: Nordd. B., ⇒ IV, 1028, Louisenweg 25, ✉ 35: [1176, 1012, 1497, 1042]
- column-divider: [1168, 176, 1169, 2026]
- directory-entry: — Wwe, W., Louisenweg 137, ✉ 35: [838, 1620, 1053, 1635]
- directory-entry: — Heinr., Strassenreinig., Barmbeckerstrasse 37, H. 6, ✉ 39: [1176, 1255, 1483, 1285]
- directory-entry: Preussler Wwe, G., Malergeschäft, BCto: Volksb., Reismühle 12, ✉ 24, Wohn: ⇒ III, 7608, Angerstr. 28, ✉ 24: [168, 343, 485, 388]
- directory-entry: Preussische National Vers.-Ges. in Stettin, General-Agentur: H. & C. Matthias, Ferdinandstr. 36, ✉ 1: [502, 890, 821, 920]
- directory-entry: — Louis, Friedhofsarbtr., Ohlsdorf, Fuhlsbüttelerstr. 671: [838, 753, 1054, 783]
- directory-entry: — P., Schneider, Sillemstr. 58, ✉ 31: [838, 1498, 1056, 1513]
- directory-entry: — Frl. Gertrud, Lehrerin, Ritterstr. 134: [168, 1316, 411, 1331]
- directory-entry: ⊙ Auguste J. Pries, IR, H. H. Pries Nfl., Wagenbauanstalt, BCto: Volksb., ⇒ IV, 1052, Heidenkampsweg 119, ✉ 15. Siehe auch Geschäfts- und Berufszweige (III) unter: Automobil-Reparatur u. Wagenbau: [1176, 464, 1462, 540]
- directory-entry: — L., Arbtr., Jacobstr. 12, H. 4, ✉ 9: [838, 221, 1054, 236]
- directory-entry: — J. F. A., Maurer, Lohkoppelstr. 48: [168, 1574, 387, 1589]
- header-last-entry: Pries: [1170, 118, 1236, 144]
- directory-entry: Prien, Alb., Kutscher, Billhornerdeich 95: [838, 829, 1089, 844]
- directory-entry: Prickner, Ferd., Tischler, Normannenweg 29, ✉ 35: [502, 1665, 814, 1680]
- directory-entry: Pribyla, Ferd., Maler, Lastropsweg 25, ✉19: [502, 1559, 769, 1574]
- directory-entry: — Gust., Chauffeur, Heinskamp 44, ✉ 22: [838, 1072, 1090, 1087]
- directory-entry: — F., Maurermstr., ⇒ V, 8709, BCto: St. P. Creditb., Alardusstr. 2, ✉ 19: [1176, 768, 1491, 799]
- directory-entry: — Edm., Kaufm., Hegestr. 13, ✉ 30: [1176, 753, 1393, 768]
- directory-entry: — Georg, Dorotheenstr. 57, ✉ 39: [1176, 905, 1380, 920]
- directory-entry: Priebs, P., Strassb.-Schaffn., Kreuzbrook 8: [838, 312, 1100, 327]
- directory-entry: Pribbernow, Max, Badeanstalt-Inspektor, Lübeckerthordamm 9. No., ✉ 5: [502, 1498, 755, 1528]
